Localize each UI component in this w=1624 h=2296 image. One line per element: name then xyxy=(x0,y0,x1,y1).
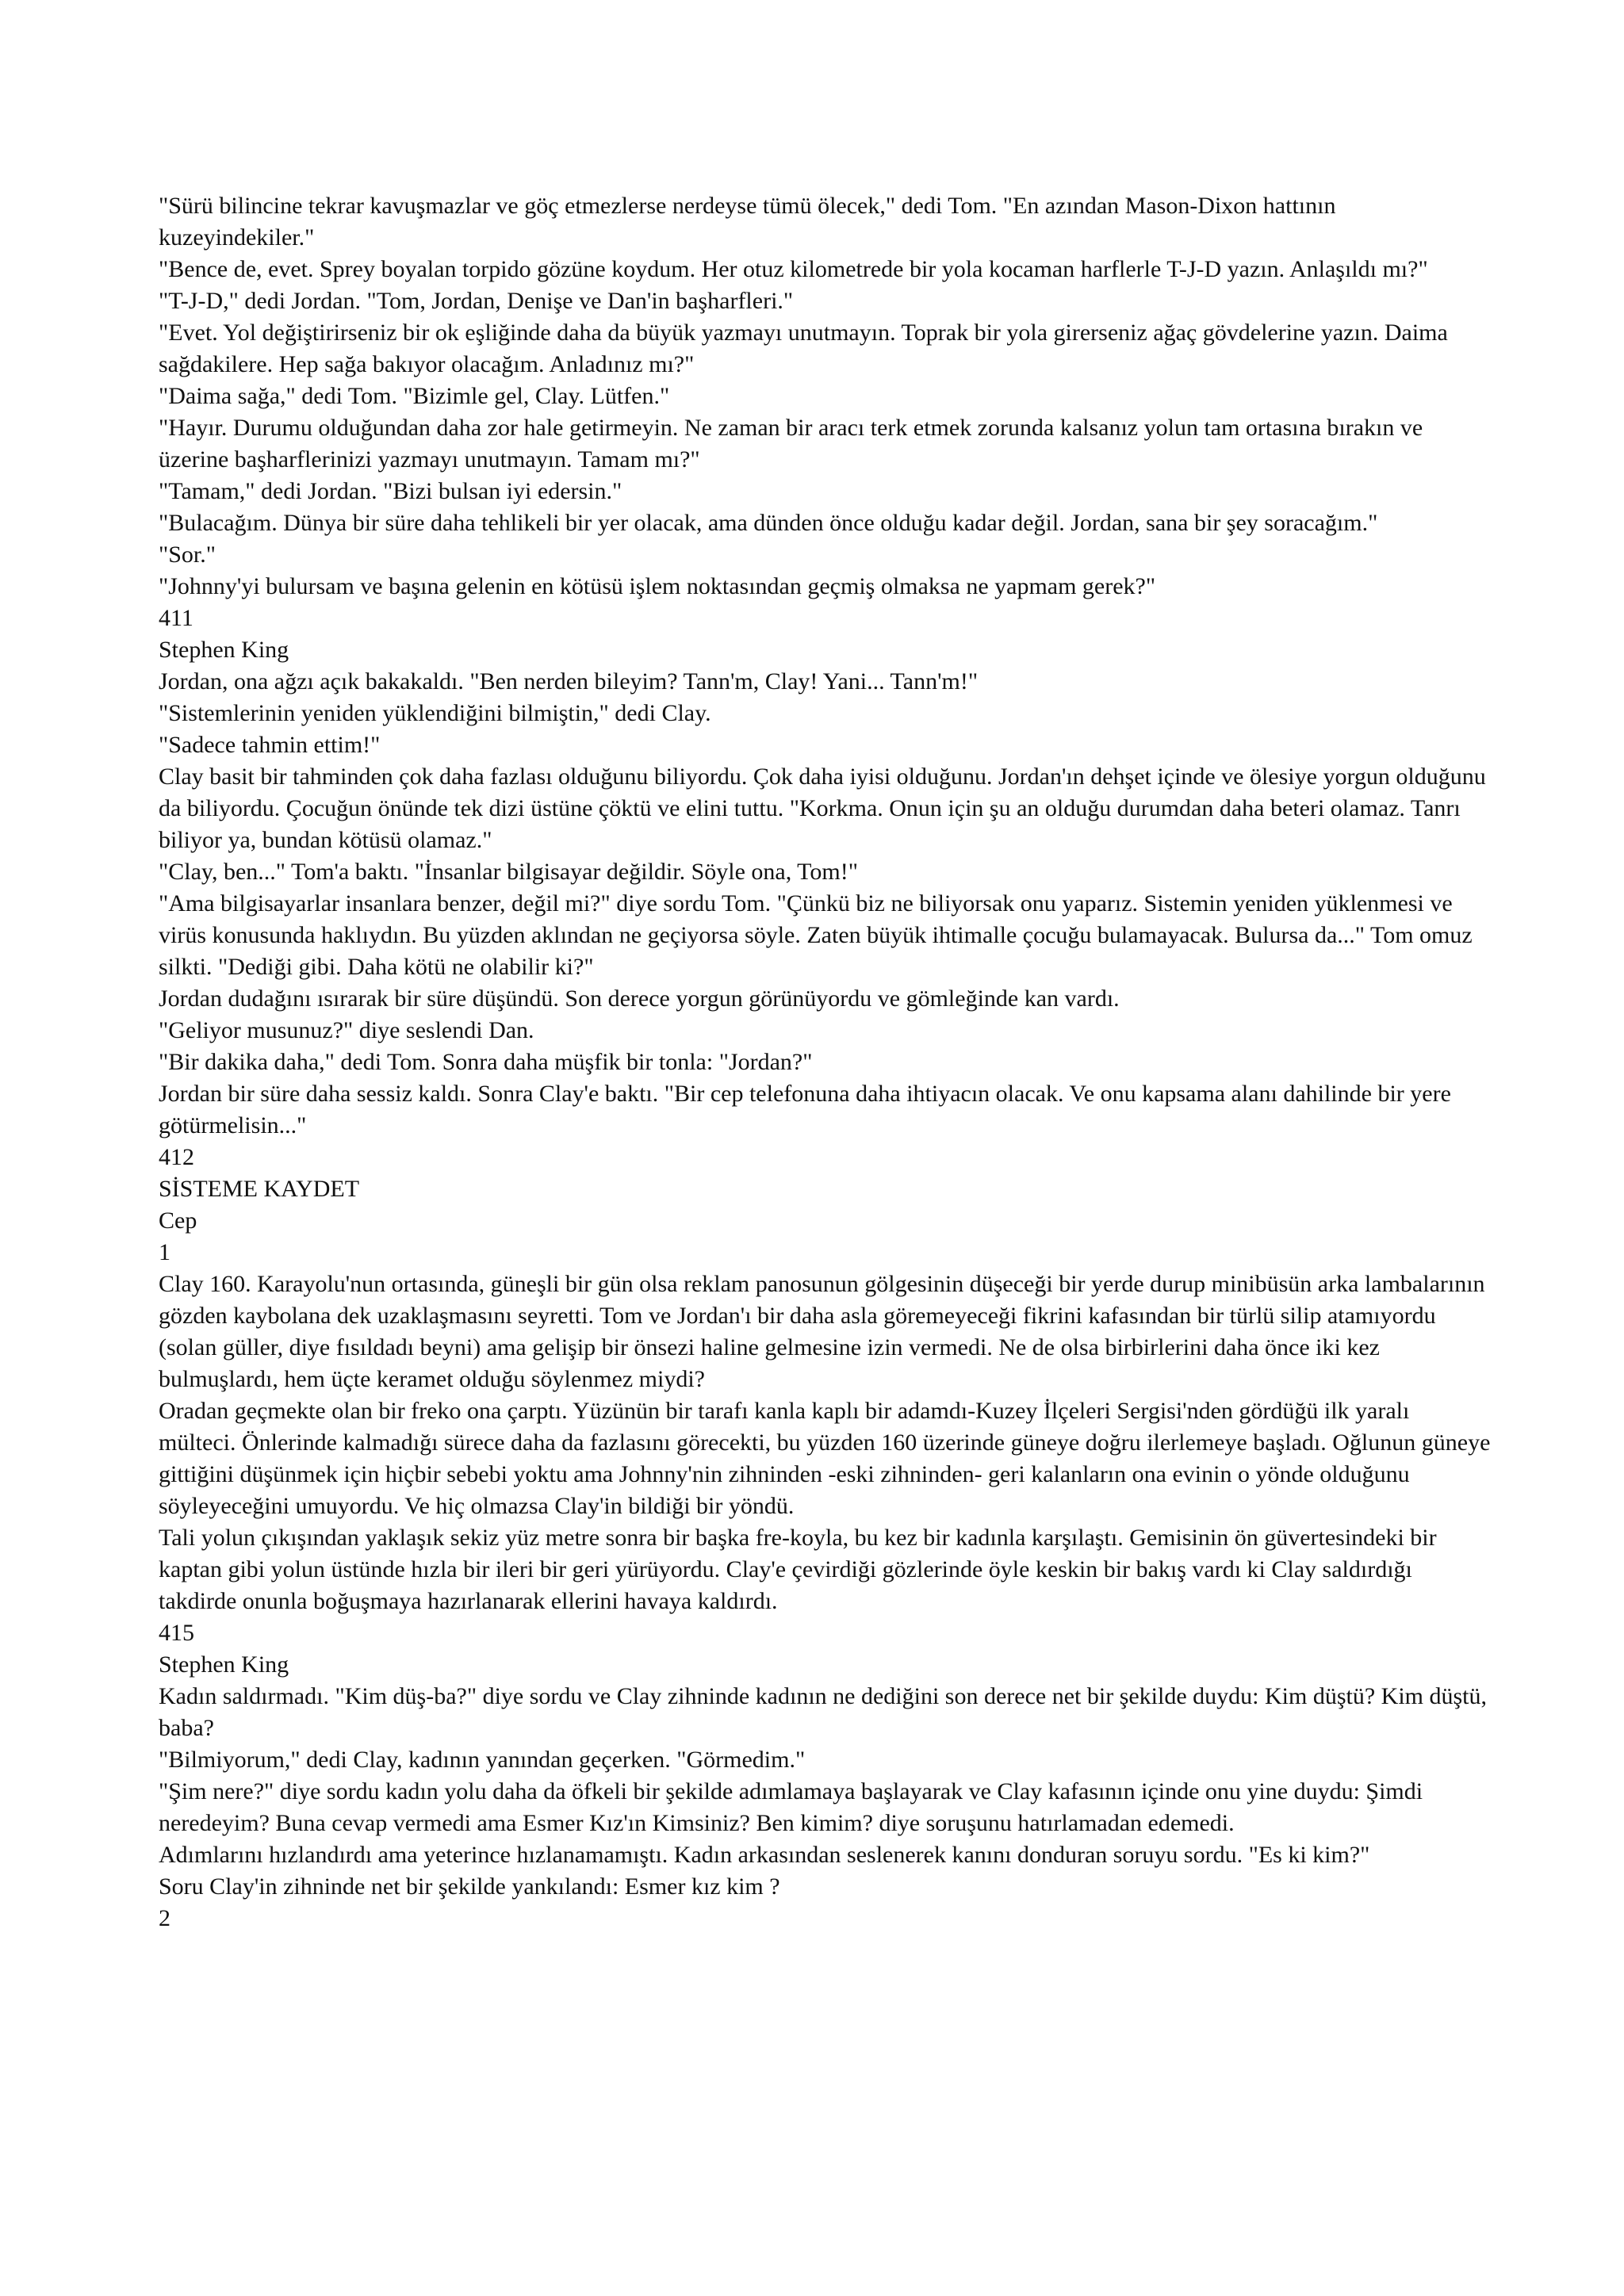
text-line: "Şim nere?" diye sordu kadın yolu daha da öfkeli bir şekilde adımlamaya başlayarak ve Clay kafasının içinde onu yine duydu: Şimdi neredeyim? Buna cevap vermedi ama Esmer Kız'ın Kimsiniz? Ben kimim? diye soruşunu hatırlamadan edemedi. xyxy=(159,1778,1423,1836)
text-line: "Geliyor musunuz?" diye seslendi Dan. xyxy=(159,1017,534,1043)
document-page xyxy=(159,190,1491,1934)
text-line: "Sadece tahmin ettim!" xyxy=(159,732,381,758)
text-line: Jordan, ona ağzı açık bakakaldı. "Ben nerden bileyim? Tann'm, Clay! Yani... Tann'm!" xyxy=(159,668,979,695)
text-line: "Sistemlerinin yeniden yüklendiğini bilmiştin," dedi Clay. xyxy=(159,700,711,726)
text-line: Clay 160. Karayolu'nun ortasında, güneşli bir gün olsa reklam panosunun gölgesinin düşeceği bir yerde durup minibüsün arka lambalarının gözden kaybolana dek uzaklaşmasını seyretti. Tom ve Jordan'ı bir daha asla göremeyeceği fikrini kafasından bir türlü silip atamıyordu (solan güller, diye fısıldadı beyni) ama gelişip bir önsezi haline gelmesine izin vermedi. Ne de olsa birbirlerini daha önce iki kez bulmuşlardı, hem üçte keramet olduğu söylenmez miydi? xyxy=(159,1271,1485,1392)
text-line: 412 xyxy=(159,1144,194,1170)
text-line: Cep xyxy=(159,1207,197,1234)
text-line: "Clay, ben..." Tom'a baktı. "İnsanlar bilgisayar değildir. Söyle ona, Tom!" xyxy=(159,859,858,885)
text-line: "Sürü bilincine tekrar kavuşmazlar ve göç etmezlerse nerdeyse tümü ölecek," dedi Tom. "En azından Mason-Dixon hattının kuzeyindekiler." xyxy=(159,193,1336,251)
text-line: "Bir dakika daha," dedi Tom. Sonra daha müşfik bir tonla: "Jordan?" xyxy=(159,1049,813,1075)
text-line: "Ama bilgisayarlar insanlara benzer, değil mi?" diye sordu Tom. "Çünkü biz ne biliyorsak onu yaparız. Sistemin yeniden yüklenmesi ve virüs konusunda haklıydın. Bu yüzden aklından ne geçiyorsa söyle. Zaten büyük ihtimalle çocuğu bulamayacak. Bulursa da..." Tom omuz silkti. "Dediği gibi. Daha kötü ne olabilir ki?" xyxy=(159,890,1473,980)
text-line: Oradan geçmekte olan bir freko ona çarptı. Yüzünün bir tarafı kanla kaplı bir adamdı-Kuzey İlçeleri Sergisi'nden gördüğü ilk yaralı mülteci. Önlerinde kalmadığı sürece daha da fazlasını görecekti, bu yüzden 160 üzerinde güneye doğru ilerlemeye başladı. Oğlunun güneye gittiğini düşünmek için hiçbir sebebi yoktu ama Johnny'nin zihninden -eski zihninden- geri kalanların ona evinin o yönde olduğunu söyleyeceğini umuyordu. Ve hiç olmazsa Clay'in bildiği bir yöndü. xyxy=(159,1398,1491,1519)
text-line: 411 xyxy=(159,605,193,631)
text-line: "Bence de, evet. Sprey boyalan torpido gözüne koydum. Her otuz kilometrede bir yola kocaman harflerle T-J-D yazın. Anlaşıldı mı?" xyxy=(159,256,1428,282)
text-line: "T-J-D," dedi Jordan. "Tom, Jordan, Denişe ve Dan'in başharfleri." xyxy=(159,288,794,314)
text-line: "Hayır. Durumu olduğundan daha zor hale getirmeyin. Ne zaman bir aracı terk etmek zorunda kalsanız yolun tam ortasına bırakın ve üzerine başharflerinizi yazmayı unutmayın. Tamam mı?" xyxy=(159,415,1423,473)
text-line: Stephen King xyxy=(159,637,289,663)
text-line: Soru Clay'in zihninde net bir şekilde yankılandı: Esmer kız kim ? xyxy=(159,1873,780,1900)
text-line: 2 xyxy=(159,1905,170,1931)
text-line: Kadın saldırmadı. "Kim düş-ba?" diye sordu ve Clay zihninde kadının ne dediğini son derece net bir şekilde duydu: Kim düştü? Kim düştü, baba? xyxy=(159,1683,1488,1741)
text-line: "Bulacağım. Dünya bir süre daha tehlikeli bir yer olacak, ama dünden önce olduğu kadar değil. Jordan, sana bir şey soracağım." xyxy=(159,510,1378,536)
text-line: "Daima sağa," dedi Tom. "Bizimle gel, Clay. Lütfen." xyxy=(159,383,670,409)
text-line: Jordan dudağını ısırarak bir süre düşündü. Son derece yorgun görünüyordu ve gömleğinde kan vardı. xyxy=(159,985,1120,1012)
text-line: SİSTEME KAYDET xyxy=(159,1176,360,1202)
text-line: "Sor." xyxy=(159,541,216,568)
text-line: Adımlarını hızlandırdı ama yeterince hızlanamamıştı. Kadın arkasından seslenerek kanını donduran soruyu sordu. "Es ki kim?" xyxy=(159,1842,1370,1868)
text-line: Stephen King xyxy=(159,1651,289,1678)
text-line: Clay basit bir tahminden çok daha fazlası olduğunu biliyordu. Çok daha iyisi olduğunu. Jordan'ın dehşet içinde ve ölesiye yorgun olduğunu da biliyordu. Çocuğun önünde tek dizi üstüne çöktü ve elini tuttu. "Korkma. Onun için şu an olduğu durumdan daha beteri olamaz. Tanrı biliyor ya, bundan kötüsü olamaz." xyxy=(159,763,1486,853)
text-line: Jordan bir süre daha sessiz kaldı. Sonra Clay'e baktı. "Bir cep telefonuna daha ihtiyacın olacak. Ve onu kapsama alanı dahilinde bir yere götürmelisin..." xyxy=(159,1081,1451,1138)
text-line: "Evet. Yol değiştirirseniz bir ok eşliğinde daha da büyük yazmayı unutmayın. Toprak bir yola girerseniz ağaç gövdelerine yazın. Daima sağdakilere. Hep sağa bakıyor olacağım. Anladınız mı?" xyxy=(159,320,1448,377)
text-line: 415 xyxy=(159,1620,194,1646)
text-line: 1 xyxy=(159,1239,170,1265)
text-line: "Tamam," dedi Jordan. "Bizi bulsan iyi edersin." xyxy=(159,478,622,504)
text-line: "Bilmiyorum," dedi Clay, kadının yanından geçerken. "Görmedim." xyxy=(159,1747,806,1773)
text-line: "Johnny'yi bulursam ve başına gelenin en kötüsü işlem noktasından geçmiş olmaksa ne yapmam gerek?" xyxy=(159,573,1156,599)
text-line: Tali yolun çıkışından yaklaşık sekiz yüz metre sonra bir başka fre-koyla, bu kez bir kadınla karşılaştı. Gemisinin ön güvertesindeki bir kaptan gibi yolun üstünde hızla bir ileri bir geri yürüyordu. Clay'e çevirdiği gözlerinde öyle keskin bir bakış vardı ki Clay saldırdığı takdirde onunla boğuşmaya hazırlanarak ellerini havaya kaldırdı. xyxy=(159,1525,1437,1614)
